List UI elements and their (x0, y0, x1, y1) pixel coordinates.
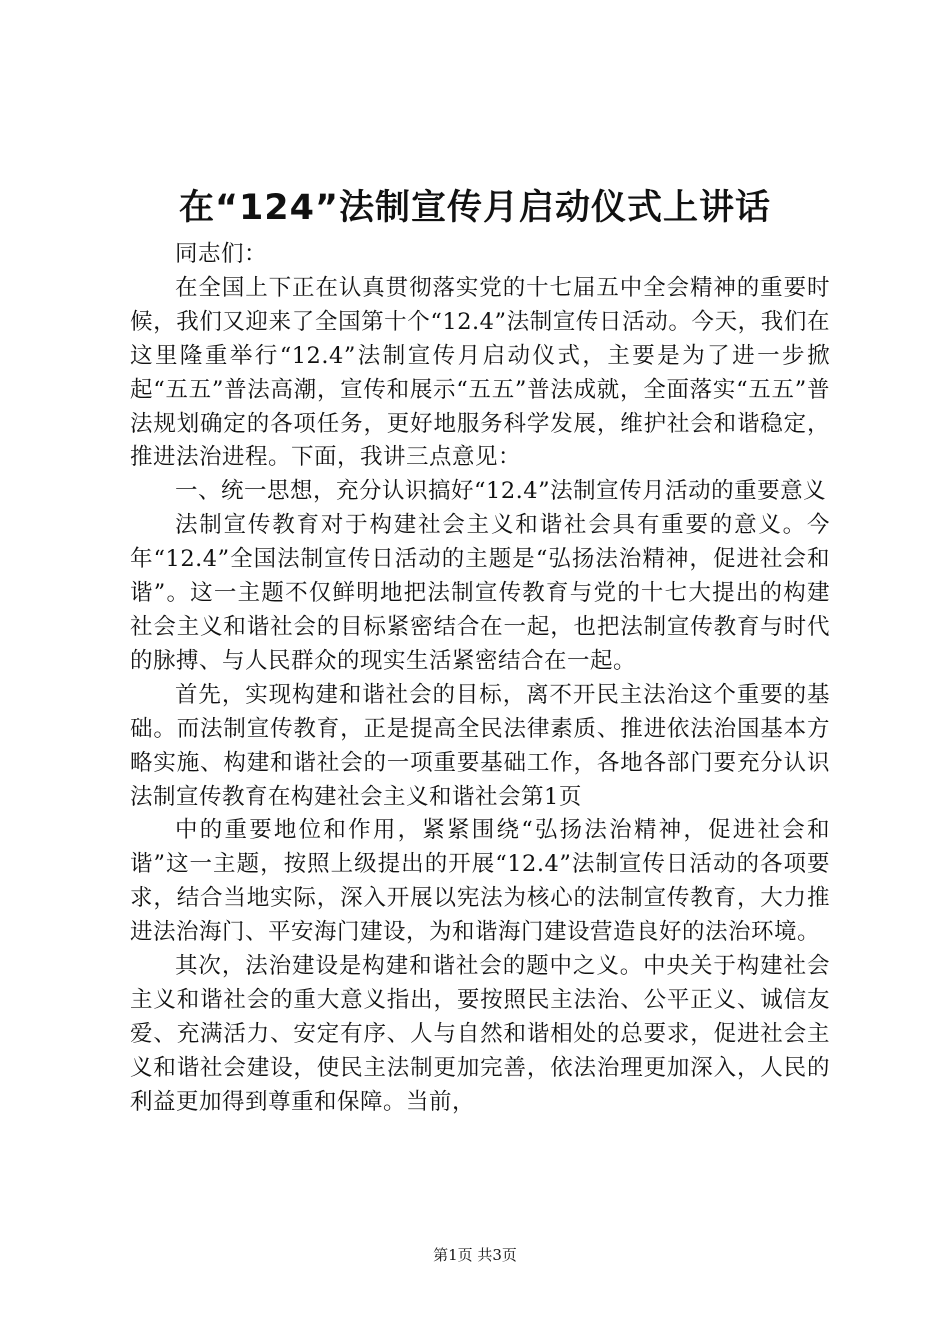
paragraph: 中的重要地位和作用，紧紧围绕“弘扬法治精神，促进社会和谐”这一主题，按照上级提出的开展“12.4”法制宣传日活动的各项要求，结合当地实际，深入开展以宪法为核心的法制宣传教育，大力推进法治海门、平安海门建设，为和谐海门建设营造良好的法治环境。 (130, 817, 830, 946)
paragraph-salutation: 同志们： (175, 241, 268, 267)
document-body (130, 238, 830, 1120)
paragraph: 首先，实现构建和谐社会的目标，离不开民主法治这个重要的基础。而法制宣传教育，正是提高全民法律素质、推进依法治国基本方略实施、构建和谐社会的一项重要基础工作，各地各部门要充分认识法制宣传教育在构建社会主义和谐社会第1页 (130, 681, 830, 810)
section-heading: 一、统一思想，充分认识搞好“12.4”法制宣传月活动的重要意义 (175, 478, 827, 505)
paragraph: 法制宣传教育对于构建社会主义和谐社会具有重要的意义。今年“12.4”全国法制宣传日活动的主题是“弘扬法治精神，促进社会和谐”。这一主题不仅鲜明地把法制宣传教育与党的十七大提出的构建社会主义和谐社会的目标紧密结合在一起，也把法制宣传教育与时代的脉搏、与人民群众的现实生活紧密结合在一起。 (130, 512, 830, 674)
document-title: 在“124”法制宣传月启动仪式上讲话 (178, 188, 772, 228)
page-footer: 第1页 共3页 (433, 1246, 517, 1264)
paragraph: 其次，法治建设是构建和谐社会的题中之义。中央关于构建社会主义和谐社会的重大意义指出，要按照民主法治、公平正义、诚信友爱、充满活力、安定有序、人与自然和谐相处的总要求，促进社会主义和谐社会建设，使民主法制更加完善，依法治理更加深入，人民的利益更加得到尊重和保障。当前， (130, 953, 830, 1115)
paragraph: 在全国上下正在认真贯彻落实党的十七届五中全会精神的重要时候，我们又迎来了全国第十个“12.4”法制宣传日活动。今天，我们在这里隆重举行“12.4”法制宣传月启动仪式，主要是为了进一步掀起“五五”普法高潮，宣传和展示“五五”普法成就，全面落实“五五”普法规划确定的各项任务，更好地服务科学发展，维护社会和谐稳定，推进法治进程。下面，我讲三点意见： (130, 274, 830, 471)
